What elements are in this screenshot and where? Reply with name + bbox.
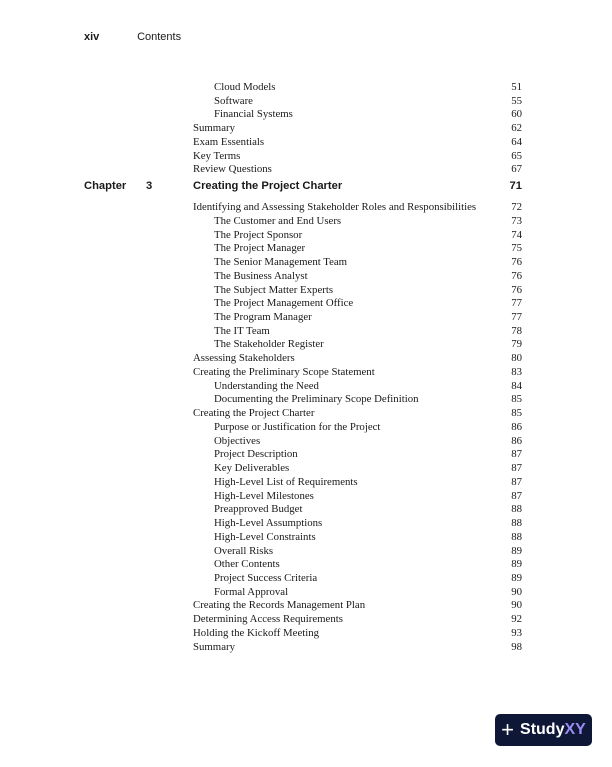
toc-entry-page: 76 <box>511 283 522 296</box>
toc-entry[interactable] <box>193 136 522 150</box>
toc-entry[interactable] <box>193 380 522 394</box>
toc-entry-title: The Stakeholder Register <box>214 338 324 351</box>
toc-entry-title: Identifying and Assessing Stakeholder Roles and Responsibilities <box>193 201 477 214</box>
toc-entry-page: 51 <box>511 81 522 93</box>
toc-entry-title: High-Level Constraints <box>214 530 316 543</box>
toc-entry-page: 85 <box>511 407 522 420</box>
toc-entry[interactable] <box>193 108 522 122</box>
brand-main: Study <box>520 721 565 738</box>
toc-entry-title: Purpose or Justification for the Project <box>214 420 381 433</box>
toc-entry[interactable] <box>193 476 522 490</box>
plus-icon: + <box>501 717 515 742</box>
chapter-label: Chapter <box>84 180 127 193</box>
toc-entry-title: Project Success Criteria <box>214 571 318 584</box>
toc-entry-page: 92 <box>511 613 522 626</box>
toc-entry-page: 88 <box>511 503 522 516</box>
studyxy-watermark <box>495 714 592 746</box>
toc-entry-page: 86 <box>511 420 522 433</box>
toc-entry[interactable] <box>193 586 522 600</box>
toc-entry[interactable] <box>193 81 522 95</box>
toc-entry-title: Creating the Project Charter <box>193 407 315 420</box>
toc-entry-page: 86 <box>511 434 522 447</box>
toc-entry-page: 98 <box>511 640 522 653</box>
toc-entry[interactable] <box>193 462 522 476</box>
toc-entry-page: 88 <box>511 517 522 530</box>
toc-entry-page: 65 <box>511 149 522 162</box>
toc-entry-title: Holding the Kickoff Meeting <box>193 626 320 639</box>
toc-entry-title: Creating the Preliminary Scope Statement <box>193 365 375 378</box>
toc-entry[interactable] <box>193 572 522 586</box>
toc-entry[interactable] <box>193 229 522 243</box>
toc-entry-page: 83 <box>511 365 522 378</box>
toc-entry[interactable] <box>193 627 522 641</box>
toc-entry-title: Summary <box>193 122 235 135</box>
toc-entry[interactable] <box>193 242 522 256</box>
toc-entry-page: 87 <box>511 489 522 502</box>
toc-entry-title: The Project Sponsor <box>214 228 303 241</box>
toc-entry-title: Creating the Records Management Plan <box>193 599 366 612</box>
toc-entry[interactable] <box>193 366 522 380</box>
toc-entry-page: 55 <box>511 94 522 107</box>
toc-entry-page: 85 <box>511 393 522 406</box>
toc-entry[interactable] <box>193 448 522 462</box>
toc-entry-page: 84 <box>511 379 522 392</box>
toc-entry[interactable] <box>193 284 522 298</box>
toc-entry-page: 72 <box>511 201 522 214</box>
toc-entry[interactable] <box>193 599 522 613</box>
toc-before-group <box>193 81 522 177</box>
toc-entry-title: Financial Systems <box>214 108 293 121</box>
toc-entry[interactable] <box>193 558 522 572</box>
toc-entry-title: Overall Risks <box>214 544 274 557</box>
toc-entry-page: 90 <box>511 585 522 598</box>
toc-entry-title: Preapproved Budget <box>214 503 303 516</box>
toc-entry-page: 79 <box>511 338 522 351</box>
toc-entry-title: Formal Approval <box>214 585 289 598</box>
table-of-contents <box>84 81 522 654</box>
toc-entry[interactable] <box>193 325 522 339</box>
toc-entry-title: The Customer and End Users <box>214 214 342 227</box>
toc-entry-title: Objectives <box>214 434 261 447</box>
toc-entry[interactable] <box>193 163 522 177</box>
toc-entry[interactable] <box>193 641 522 655</box>
toc-entry-title: The IT Team <box>214 324 270 337</box>
toc-entry[interactable] <box>193 215 522 229</box>
toc-entry[interactable] <box>193 352 522 366</box>
toc-entry-title: The Program Manager <box>214 311 312 324</box>
toc-entry-page: 73 <box>511 214 522 227</box>
toc-entry-title: Other Contents <box>214 558 280 571</box>
toc-entry[interactable] <box>193 421 522 435</box>
toc-entry[interactable] <box>193 311 522 325</box>
toc-entry-title: Documenting the Preliminary Scope Definition <box>214 393 419 406</box>
toc-after-group <box>193 201 522 654</box>
page-number: xiv <box>84 31 100 43</box>
toc-entry-title: Key Deliverables <box>214 462 290 475</box>
toc-entry-page: 77 <box>511 311 522 324</box>
toc-entry[interactable] <box>193 503 522 517</box>
toc-entry-page: 75 <box>511 242 522 255</box>
toc-entry-page: 89 <box>511 571 522 584</box>
section-title: Contents <box>137 31 182 43</box>
toc-entry[interactable] <box>193 545 522 559</box>
toc-entry[interactable] <box>193 201 522 215</box>
toc-entry-title: The Subject Matter Experts <box>214 283 334 296</box>
toc-entry[interactable] <box>193 270 522 284</box>
toc-entry-title: Assessing Stakeholders <box>193 352 295 365</box>
toc-entry-page: 89 <box>511 558 522 571</box>
toc-entry-title: Review Questions <box>193 163 272 176</box>
toc-entry-title: The Business Analyst <box>214 269 308 282</box>
toc-entry-page: 88 <box>511 530 522 543</box>
toc-entry-page: 64 <box>511 135 522 148</box>
toc-entry[interactable] <box>193 393 522 407</box>
toc-entry-page: 80 <box>511 352 522 365</box>
toc-entry[interactable] <box>193 435 522 449</box>
toc-entry-page: 90 <box>511 599 522 612</box>
toc-entry-title: High-Level List of Requirements <box>214 475 358 488</box>
toc-entry-page: 67 <box>511 163 522 176</box>
toc-entry-page: 87 <box>511 462 522 475</box>
toc-entry[interactable] <box>193 517 522 531</box>
toc-entry[interactable] <box>193 150 522 164</box>
toc-entry-title: Exam Essentials <box>193 135 265 148</box>
toc-entry-title: Key Terms <box>193 149 241 162</box>
toc-entry-title: The Project Management Office <box>214 297 354 310</box>
toc-entry[interactable] <box>193 338 522 352</box>
toc-entry-page: 74 <box>511 228 522 241</box>
toc-entry[interactable] <box>193 297 522 311</box>
toc-entry-page: 87 <box>511 475 522 488</box>
toc-entry[interactable] <box>193 122 522 136</box>
toc-entry-title: Software <box>214 94 253 107</box>
chapter-title: Creating the Project Charter <box>193 180 343 193</box>
toc-entry-page: 60 <box>511 108 522 121</box>
page-header <box>84 31 181 43</box>
toc-entry[interactable] <box>193 531 522 545</box>
toc-entry-title: Cloud Models <box>214 81 276 93</box>
brand-accent: XY <box>564 721 586 738</box>
toc-entry-page: 78 <box>511 324 522 337</box>
toc-entry-page: 76 <box>511 256 522 269</box>
chapter-heading[interactable] <box>84 179 522 201</box>
toc-entry-page: 76 <box>511 269 522 282</box>
toc-entry-title: The Senior Management Team <box>214 256 348 269</box>
toc-entry[interactable] <box>193 613 522 627</box>
toc-entry-title: Project Description <box>214 448 298 461</box>
chapter-page: 71 <box>509 180 522 193</box>
toc-entry[interactable] <box>193 256 522 270</box>
toc-entry-title: High-Level Assumptions <box>214 517 323 530</box>
toc-entry-title: Summary <box>193 640 235 653</box>
toc-entry-page: 62 <box>511 122 522 135</box>
toc-entry-page: 77 <box>511 297 522 310</box>
toc-entry-title: Determining Access Requirements <box>193 613 343 626</box>
toc-entry-title: Understanding the Need <box>214 379 319 392</box>
toc-entry-title: High-Level Milestones <box>214 489 314 502</box>
toc-entry[interactable] <box>193 95 522 109</box>
toc-entry-page: 87 <box>511 448 522 461</box>
toc-entry[interactable] <box>193 407 522 421</box>
chapter-number: 3 <box>146 180 153 193</box>
toc-entry[interactable] <box>193 490 522 504</box>
toc-entry-title: The Project Manager <box>214 242 306 255</box>
toc-entry-page: 89 <box>511 544 522 557</box>
toc-entry-page: 93 <box>511 626 522 639</box>
